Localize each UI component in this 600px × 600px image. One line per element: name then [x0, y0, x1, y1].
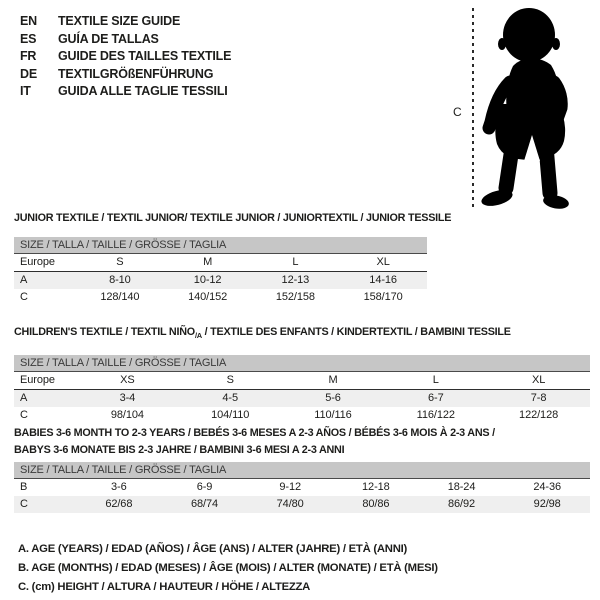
guide-title: GUIDA ALLE TAGLIE TESSILI	[58, 84, 228, 98]
table-cell: 7-8	[530, 392, 547, 405]
children-textile-table	[14, 325, 590, 424]
table-cell: 62/68	[105, 498, 133, 510]
row-label: C	[20, 291, 28, 303]
table-cell: XL	[531, 374, 546, 387]
table-cell: 116/122	[416, 409, 455, 422]
table-cell: 24-36	[533, 481, 562, 493]
table-row	[14, 407, 590, 424]
row-label: C	[20, 409, 28, 422]
table-row	[14, 254, 427, 272]
guide-title: TEXTILE SIZE GUIDE	[58, 14, 181, 28]
guide-title: GUÍA DE TALLAS	[58, 31, 159, 46]
row-label: B	[20, 481, 28, 493]
language-code: DE	[20, 66, 37, 81]
table-cell: L	[432, 374, 439, 387]
table-rows	[14, 372, 590, 424]
babies-textile-table	[14, 425, 590, 513]
table-cell: 8-10	[109, 274, 131, 286]
list-item	[20, 48, 231, 66]
table-rows	[14, 479, 590, 513]
table-cell: M	[203, 256, 213, 268]
table-title	[14, 325, 590, 343]
table-title	[14, 425, 590, 459]
legend-line-c: C. (cm) HEIGHT / ALTURA / HAUTEUR / HÖHE / ALTEZZA	[18, 581, 311, 593]
language-code: ES	[20, 31, 37, 46]
height-measure-figure	[448, 8, 593, 213]
table-title-text: CHILDREN'S TEXTILE / TEXTIL NIÑO	[14, 326, 195, 338]
table-cell: S	[116, 256, 124, 268]
guide-title: GUIDE DES TAILLES TEXTILE	[58, 49, 232, 63]
title-subscript: /A	[194, 331, 202, 341]
language-title-list	[20, 13, 231, 101]
table-title-text: / TEXTILE DES ENFANTS / KINDERTEXTIL / BAMBINI TESSILE	[201, 326, 511, 338]
table-title-line2: BABYS 3-6 MONATE BIS 2-3 JAHRE / BAMBINI 3-6 MESI A 2-3 ANNI	[14, 444, 345, 456]
table-cell: 3-4	[119, 392, 136, 405]
table-row	[14, 479, 590, 496]
language-code: IT	[20, 84, 31, 98]
table-cell: 74/80	[276, 498, 304, 510]
table-cell: 98/104	[110, 409, 144, 422]
table-cell: M	[328, 374, 338, 387]
measurement-legend	[18, 540, 438, 597]
row-label: Europe	[20, 374, 55, 387]
measure-c-label: C	[453, 105, 462, 119]
row-label: C	[20, 498, 28, 510]
table-cell: 158/170	[363, 291, 403, 303]
table-cell: 110/116	[314, 409, 352, 422]
table-cell: 5-6	[325, 392, 341, 405]
table-cell: 4-5	[222, 392, 238, 405]
table-cell: 140/152	[188, 291, 228, 303]
language-code: FR	[20, 49, 37, 63]
table-cell: XS	[120, 374, 135, 387]
table-cell: 18-24	[447, 481, 476, 493]
table-row	[14, 272, 427, 289]
guide-title: TEXTILGRÖßENFÜHRUNG	[58, 66, 214, 81]
list-item	[20, 83, 231, 101]
table-cell: 14-16	[369, 274, 397, 286]
size-header-bar: SIZE / TALLA / TAILLE / GRÖSSE / TAGLIA	[14, 237, 427, 254]
junior-textile-table	[14, 211, 452, 306]
table-cell: 122/128	[519, 409, 559, 422]
list-item	[20, 13, 231, 31]
table-row	[14, 289, 427, 306]
size-header-bar: SIZE / TALLA / TAILLE / GRÖSSE / TAGLIA	[14, 355, 590, 372]
table-cell: 12-18	[362, 481, 390, 493]
table-cell: XL	[376, 256, 390, 268]
table-cell: 12-13	[281, 274, 310, 286]
list-item	[20, 31, 231, 49]
table-cell: 152/158	[275, 291, 315, 303]
table-cell: 9-12	[279, 481, 301, 493]
table-title-line1: BABIES 3-6 MONTH TO 2-3 YEARS / BEBÉS 3-6 MESES A 2-3 AÑOS / BÉBÉS 3-6 MOIS À 2-3 ANS /	[14, 427, 495, 439]
table-cell: 104/110	[211, 409, 250, 422]
table-cell: 3-6	[111, 481, 127, 493]
dotted-measure-line	[472, 8, 474, 208]
table-row	[14, 372, 590, 390]
row-label: A	[20, 392, 28, 405]
table-cell: 6-9	[196, 481, 213, 493]
table-row	[14, 496, 590, 513]
size-header-bar: SIZE / TALLA / TAILLE / GRÖSSE / TAGLIA	[14, 462, 590, 479]
row-label: A	[20, 274, 28, 286]
table-cell: L	[292, 256, 299, 268]
table-cell: 86/92	[448, 498, 476, 510]
table-cell: 92/98	[533, 498, 561, 510]
toddler-silhouette-icon	[480, 8, 585, 210]
language-code: EN	[20, 14, 37, 28]
table-cell: 68/74	[190, 498, 219, 510]
list-item	[20, 66, 231, 84]
table-cell: 128/140	[100, 291, 140, 303]
table-cell: S	[226, 374, 234, 387]
legend-line-a: A. AGE (YEARS) / EDAD (AÑOS) / ÂGE (ANS) / ALTER (JAHRE) / ETÀ (ANNI)	[18, 543, 408, 555]
table-rows	[14, 254, 427, 306]
row-label: Europe	[20, 256, 55, 268]
legend-line-b: B. AGE (MONTHS) / EDAD (MESES) / ÂGE (MOIS) / ALTER (MONATE) / ETÀ (MESI)	[18, 562, 438, 574]
table-cell: 6-7	[427, 392, 444, 405]
table-cell: 80/86	[362, 498, 390, 510]
table-cell: 10-12	[193, 274, 222, 286]
table-title: JUNIOR TEXTILE / TEXTIL JUNIOR/ TEXTILE JUNIOR / JUNIORTEXTIL / JUNIOR TESSILE	[14, 212, 452, 224]
table-row	[14, 390, 590, 407]
